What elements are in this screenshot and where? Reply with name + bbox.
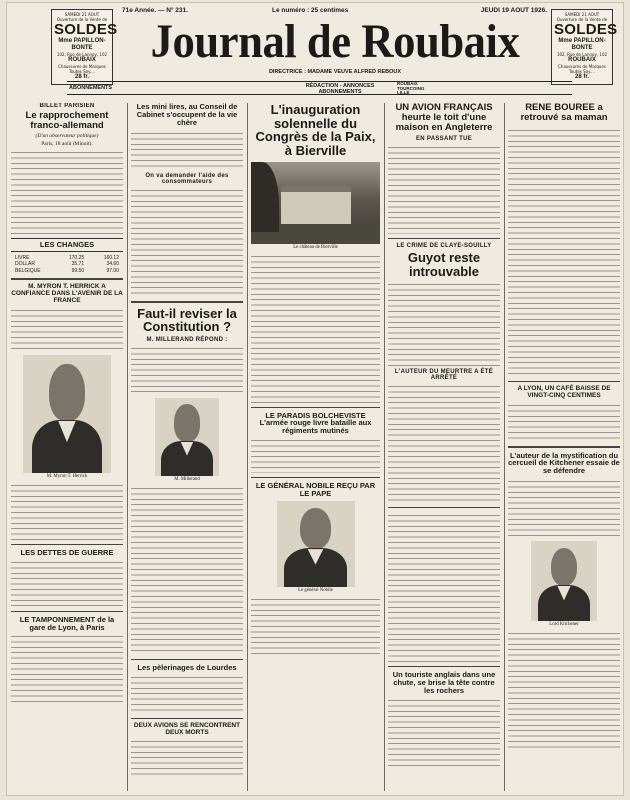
headline-lourdes: Les pèlerinages de Lourdes [137, 662, 237, 672]
headline-tamponnement: LE TAMPONNEMENT de la gare de Lyon, à Paris [19, 614, 115, 632]
headline-avion: UN AVION FRANÇAIS heurte le toit d'une maison en Angleterre [395, 103, 493, 133]
headline-bierville: L'inauguration solennelle du Congrès de la Paix, à Bierville [255, 103, 376, 158]
table-row: DOLLAR 35.71 34.60 [15, 261, 119, 268]
article-body [11, 149, 123, 235]
ear-city: ROUBAIX [68, 57, 96, 63]
article-body [388, 144, 500, 234]
subheading: LE CRIME DE CLAYE-SOUILLY [396, 242, 492, 249]
headline-armee-rouge: L'armée rouge livre bataille aux régiments mutinés [259, 418, 372, 436]
article-body [508, 478, 620, 538]
ear-sale: SOLDES [54, 21, 118, 38]
section-kicker: BILLET PARISIEN [39, 103, 95, 109]
city-roubaix: ROUBAIX [397, 81, 418, 86]
headline-herrick: M. MYRON T. HERRICK A CONFIANCE DANS L'AVENIR DE LA FRANCE [11, 283, 123, 304]
divider [131, 659, 243, 660]
photo-chateau [251, 162, 380, 244]
column-1 [11, 103, 123, 793]
article-body [131, 738, 243, 778]
subscriptions-label: ABONNEMENTS [69, 85, 113, 91]
article-body [11, 307, 123, 351]
article-body [11, 559, 123, 607]
exchange-table [11, 255, 123, 275]
headline-rapprochement: Le rapprochement franco-allemand [25, 110, 109, 131]
ear-price: 28 fr. [74, 74, 89, 80]
headline-avions-sub: DEUX MORTS [165, 728, 209, 736]
divider [11, 278, 123, 280]
photo-caption: Lord Kitchener [549, 622, 579, 628]
ear-line: Ouverture de la Vente de [556, 17, 608, 22]
divider [11, 611, 123, 612]
dateline: Paris, 18 août (Minuit). [41, 140, 93, 147]
headline-touriste: Un touriste anglais dans une chute, se brise la tête contre les rochers [392, 670, 496, 695]
editorial-label: RÉDACTION - ANNONCES ABONNEMENTS [305, 83, 375, 95]
headline-nobile: LE GÉNÉRAL NOBILE REÇU PAR LE PAPE [255, 481, 376, 499]
ear-address: 102, Rue de Lannoy, 102 [56, 52, 108, 57]
article-body [11, 482, 123, 540]
masthead [7, 3, 625, 93]
article-body [388, 383, 500, 503]
column-rule [247, 103, 248, 791]
ear-price: 28 fr. [574, 74, 589, 80]
ear-goods: Chaussures de Marques [558, 64, 606, 69]
issue-price: Le numéro : 25 centimes [272, 7, 349, 14]
headline-bolchevik: LE PARADIS BOLCHEVISTE [265, 410, 366, 420]
center-right-column [317, 343, 380, 783]
direction-line: DIRECTRICE : MADAME VEUVE ALFRED REBOUX [268, 69, 402, 75]
column-rule [504, 103, 505, 791]
column-rule [384, 103, 385, 791]
divider [131, 301, 243, 303]
article-body [11, 633, 123, 703]
ear-date: SAMEDI 21 AOUT [564, 12, 600, 17]
info-bar [67, 81, 572, 95]
photo-caption: Le château de Bierville [293, 244, 338, 250]
column-5 [508, 103, 620, 793]
article-body [131, 130, 243, 170]
column-2 [131, 103, 243, 793]
divider [508, 381, 620, 382]
subheading: EN PASSANT TUE [415, 135, 473, 142]
photo-caption: M. Millerand [174, 476, 200, 482]
ear-shop: Mme PAPILLON-BONTE [58, 38, 106, 51]
headline-guyot: Guyot reste introuvable [407, 249, 481, 279]
headline-lyon: A LYON, UN CAFÉ BAISSE DE VINGT-CINQ CENTIMES [517, 384, 611, 399]
year-number: 71e Année. — N° 231. [122, 7, 188, 14]
photo-caption: Le général Nobile [298, 587, 333, 593]
ear-sale: SOLDES [554, 21, 618, 38]
photo-caption: M. Myron T. Herrick [46, 473, 88, 479]
ear-ad-left [51, 9, 118, 85]
headline-bouree: RENÉ BOUREE a retrouvé sa maman [520, 103, 608, 123]
article-body [131, 485, 243, 655]
article-body [388, 281, 500, 369]
newspaper-page [6, 2, 624, 796]
changes-title: LES CHANGES [11, 238, 123, 252]
article-body [388, 697, 500, 767]
divider [508, 446, 620, 448]
ear-city: ROUBAIX [568, 57, 596, 63]
article-body [508, 402, 620, 442]
ear-line: Ouverture de la Vente de [56, 17, 108, 22]
headline-dettes: LES DETTES DE GUERRE [20, 547, 114, 557]
portrait-kitchener [531, 541, 597, 621]
column-rule [127, 103, 128, 791]
article-body [388, 512, 500, 662]
divider [131, 718, 243, 719]
headline-sub: (D'un observateur politique) [35, 132, 99, 139]
table-row: BELGIQUE 99.50 97.00 [15, 267, 119, 274]
divider [388, 507, 500, 508]
headline-constitution: Faut-il reviser la Constitution ? [137, 305, 237, 335]
ear-goods-2: Toutes Soy.... [69, 69, 95, 74]
headline-avions: DEUX AVIONS SE RENCONTRENT [133, 721, 241, 729]
article-body [131, 187, 243, 297]
headline-conseil: Les mini lires, au Conseil de Cabinet s'occupent de la vie chère [136, 103, 238, 127]
article-body [508, 630, 620, 750]
table-row: LIVRE 170.25 160.12 [15, 254, 119, 261]
divider [388, 238, 500, 239]
article-body [131, 674, 243, 714]
divider [388, 666, 500, 667]
city-tourcoing: TOURCOING [397, 85, 425, 91]
subheading: L'AUTEUR DU MEURTRE A ÉTÉ ARRÊTÉ [394, 369, 494, 382]
divider [11, 544, 123, 545]
ear-ad-right [551, 9, 618, 85]
subheading: M. MILLERAND RÉPOND : [146, 336, 228, 343]
subheading: On va demander l'aide des consommateurs [145, 172, 229, 185]
ear-shop: Mme PAPILLON-BONTE [558, 38, 606, 51]
column-4 [388, 103, 500, 793]
newspaper-title: Journal de Roubaix [150, 15, 520, 68]
portrait-herrick [23, 355, 111, 473]
ear-address: 102, Rue de Lannoy, 102 [556, 52, 608, 57]
portrait-millerand [155, 398, 219, 476]
ear-goods-2: Toutes Soy.... [569, 69, 595, 74]
issue-date: JEUDI 19 AOUT 1926. [480, 7, 547, 14]
city-lille: LILLE [397, 90, 410, 95]
ear-date: SAMEDI 21 AOUT [64, 12, 100, 17]
article-body [508, 127, 620, 377]
headline-kitchener: L'auteur de la mystification du cercueil de Kitchener essaie de se défendre [508, 450, 620, 476]
article-body [131, 345, 243, 395]
ear-goods: Chaussures de Marques [58, 64, 106, 69]
